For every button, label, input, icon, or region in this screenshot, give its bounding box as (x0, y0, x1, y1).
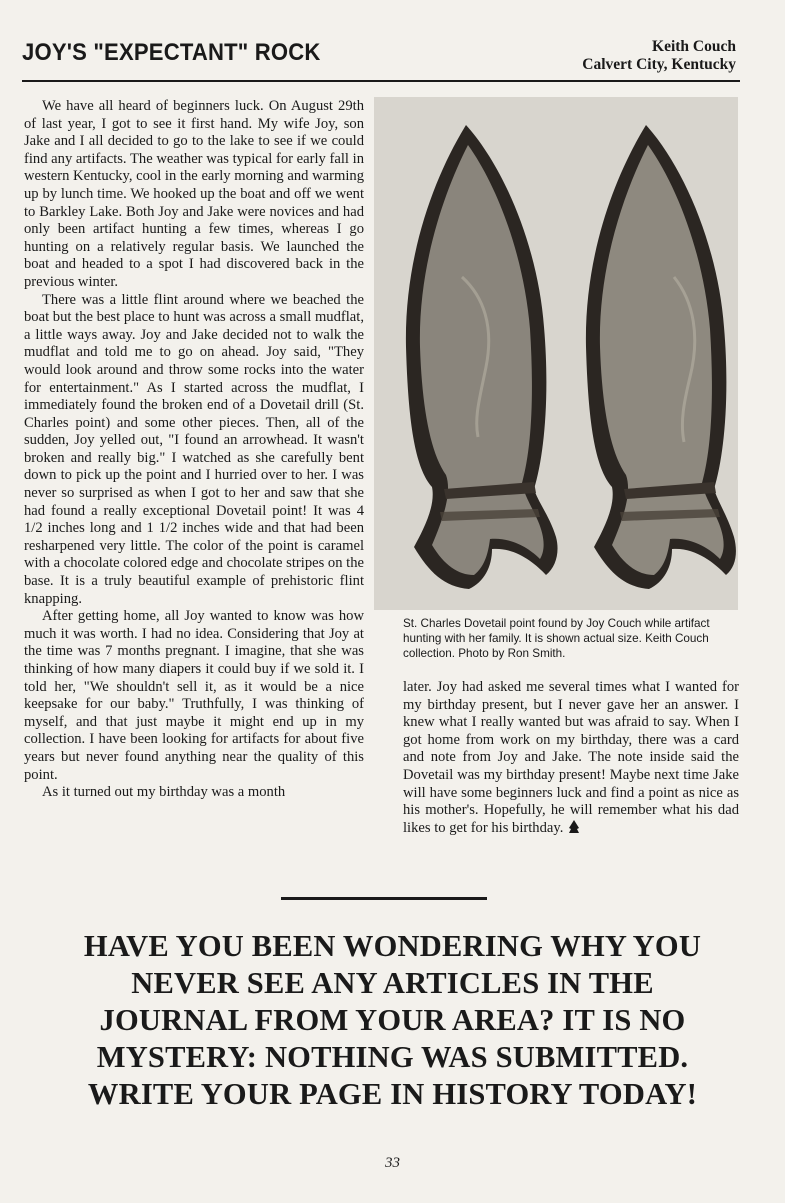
banner-line: WRITE YOUR PAGE IN HISTORY TODAY! (87, 1077, 698, 1111)
banner-line: NEVER SEE ANY ARTICLES IN THE (131, 966, 654, 1000)
page-number: 33 (385, 1155, 400, 1171)
banner-line: MYSTERY: NOTHING WAS SUBMITTED. (96, 1040, 689, 1074)
dovetail-point-image (374, 97, 738, 610)
article-header (22, 36, 740, 80)
article-column-right (403, 679, 739, 837)
dovetail-point-photo (374, 97, 738, 610)
article-paragraph: We have all heard of beginners luck. On August 29th of last year, I got to see it first hand. My wife Joy, son Jake and I all decided to go to the lake to see if we could find any artifacts. The weather was typical for early fall in western Kentucky, cool in the early morning and warming up by lunch time. We hooked up the boat and off we went to Barkley Lake. Both Joy and Jake were novices and had only been artifact hunting a few times, whereas I go hunting on a relatively regular basis. We launched the boat and headed to a spot I had discovered back in the previous winter. (24, 98, 364, 290)
article-paragraph-text: later. Joy had asked me several times what I wanted for my birthday present, but I never gave her an answer. I knew what I really wanted but was afraid to say. When I got home from work on my birthday, there was a card and note from Joy and Jake. The note inside said the Dovetail was my birthday present! Maybe next time Jake will have some beginners luck and find a point as nice as his mother's. Hopefully, he will remember what his dad likes to get for his birthday. (403, 679, 739, 836)
author-location: Calvert City, Kentucky (582, 56, 736, 73)
arrowhead-end-icon (567, 820, 581, 834)
author-name: Keith Couch (652, 38, 736, 55)
article-column-left (24, 98, 364, 802)
article-paragraph: There was a little flint around where we beached the boat but the best place to hunt was across a small mudflat, a little ways away. Joy and Jake decided not to walk the mudflat and told me to go on ahead. Joy said, "They would look around and throw some rocks into the water for entertainment." As I started across the mudflat, I immediately found the broken end of a Dovetail drill (St. Charles point) and some other pieces. Then, all of the sudden, Joy yelled out, "I found an arrowhead. It wasn't broken and really big." I watched as she carefully bent down to pick up the point and I hurried over to her. I was never so surprised as when I got to her and saw that she had found a really exceptional Dovetail point! It was 4 1/2 inches long and 1 1/2 inches wide and that had been resharpened very little. The color of the point is caramel with a chocolate colored edge and chocolate stripes on the base. It is a truly beautiful example of prehistoric flint knapping. (24, 291, 364, 607)
banner-line: JOURNAL FROM YOUR AREA? IT IS NO (99, 1003, 686, 1037)
photo-caption: St. Charles Dovetail point found by Joy Couch while artifact hunting with her family. It is shown actual size. Keith Couch collection. Photo by Ron Smith. (403, 617, 710, 660)
article-paragraph (403, 679, 739, 837)
article-paragraph: As it turned out my birthday was a month (42, 784, 286, 801)
article-byline (582, 38, 736, 74)
header-rule (22, 80, 740, 82)
banner-line: HAVE YOU BEEN WONDERING WHY YOU (83, 929, 702, 963)
article-title: JOY'S "EXPECTANT" ROCK (22, 39, 321, 66)
submission-banner (26, 928, 759, 1113)
article-paragraph: After getting home, all Joy wanted to know was how much it was worth. I had no idea. Considering that Joy at the time was 7 months pregnant. I imagine, that she was thinking of how many diapers it could buy if we sold it. I told her, "We shouldn't sell it, as it would be a nice keepsake for our baby." Truthfully, I was thinking of myself, and that just maybe it might end up in my collection. I have been looking for artifacts for about five years but never found anything near the quality of this point. (24, 608, 364, 783)
section-divider (281, 897, 487, 900)
